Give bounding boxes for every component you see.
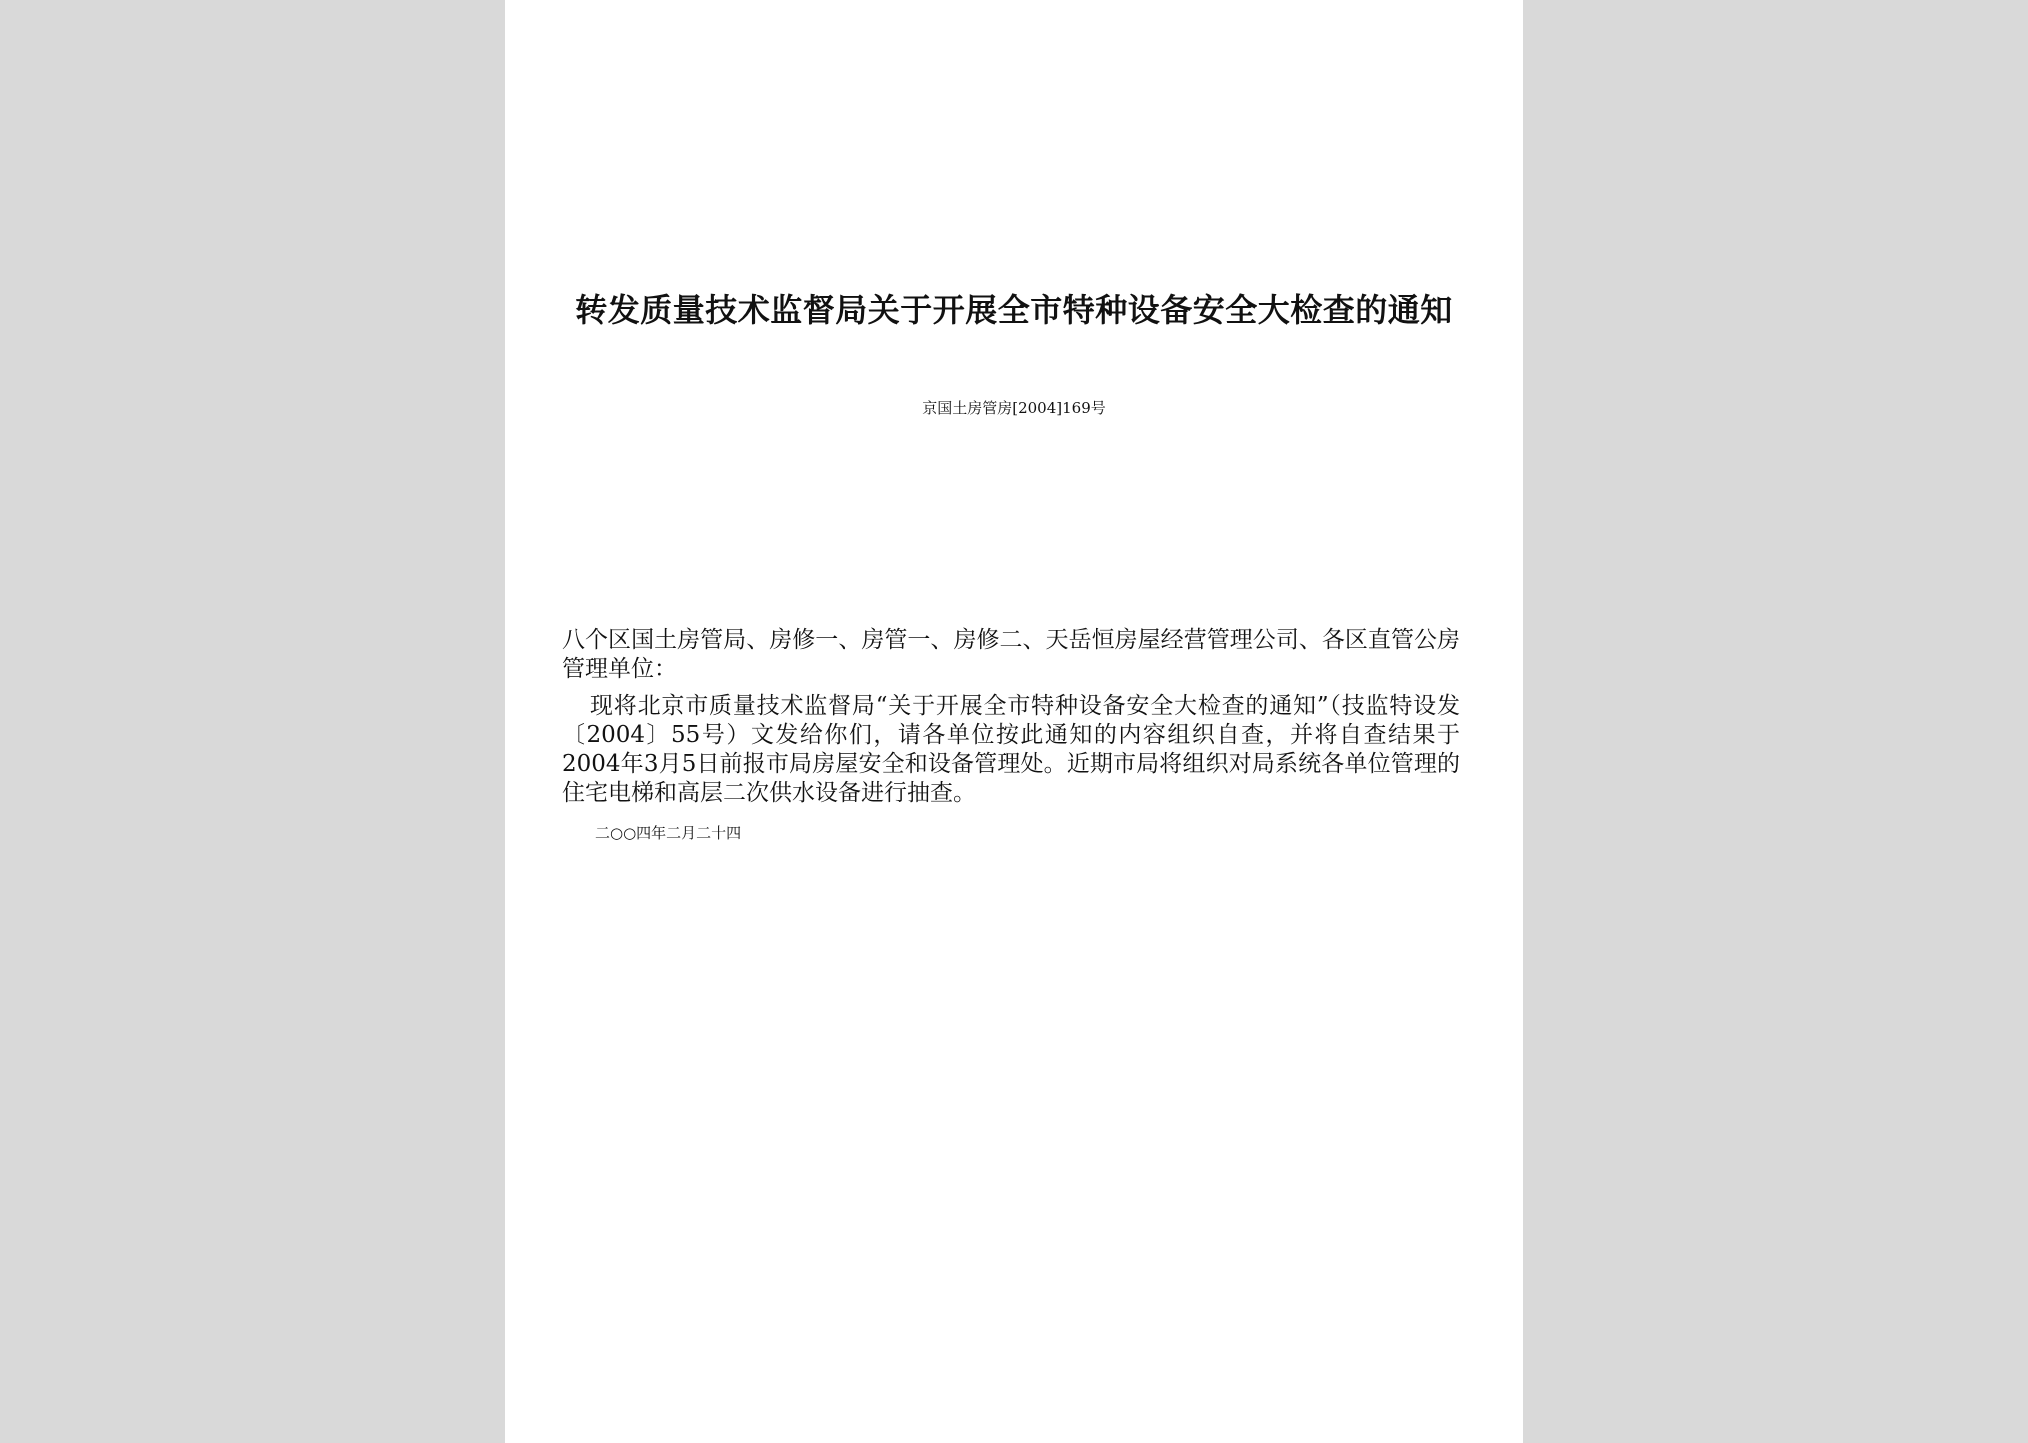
document-page — [505, 0, 1523, 1443]
document-number: 京国土房管房[2004]169号 — [922, 399, 1106, 417]
document-title: 转发质量技术监督局关于开展全市特种设备安全大检查的通知 — [575, 291, 1453, 329]
body-paragraph: 现将北京市质量技术监督局“关于开展全市特种设备安全大检查的通知”（技监特设发〔2004〕55号）文发给你们，请各单位按此通知的内容组织自查，并将自查结果于2004年3月5日前报市局房屋安全和设备管理处。近期市局将组织对局系统各单位管理的住宅电梯和高层二次供水设备进行抽查。 — [562, 693, 1460, 806]
addressee-line: 八个区国土房管局、房修一、房管一、房修二、天岳恒房屋经营管理公司、各区直管公房管理单位： — [562, 627, 1460, 682]
document-date: 二○○四年二月二十四 — [595, 824, 742, 842]
